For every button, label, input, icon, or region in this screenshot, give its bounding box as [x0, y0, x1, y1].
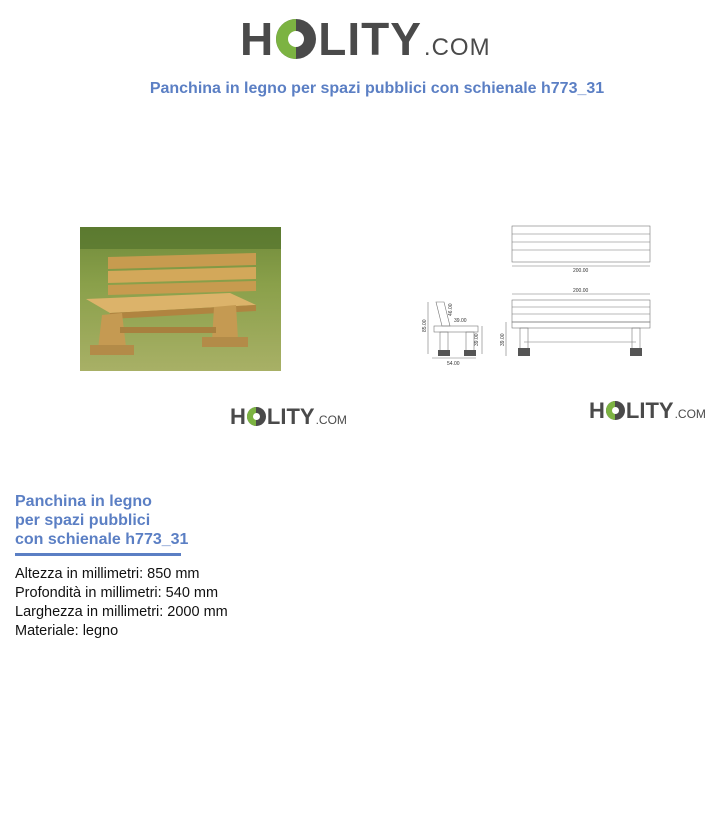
dim-side-seat: 39.00 [454, 318, 467, 324]
page-title: Panchina in legno per spazi pubblici con schienale h773_31 [149, 80, 605, 97]
dim-side-back: 46.00 [448, 303, 454, 316]
brand-logo-small [230, 404, 347, 430]
logo-o-icon [276, 19, 316, 59]
product-title-line: Panchina in legno [15, 493, 152, 510]
dim-side-width: 54.00 [447, 361, 460, 367]
dim-seat-height: 39.00 [474, 333, 480, 346]
title-underline [15, 553, 181, 556]
product-title [15, 492, 315, 549]
product-photo [80, 227, 281, 371]
spec-depth: Profondità in millimetri: 540 mm [15, 585, 219, 601]
product-specs [15, 565, 228, 641]
logo-o-icon [247, 407, 266, 426]
dim-front-height: 39.00 [500, 333, 506, 346]
spec-material: Materiale: legno [15, 623, 119, 639]
logo-letters: LITY [625, 398, 674, 423]
dim-side-height: 85.00 [422, 319, 428, 332]
product-title-line: per spazi pubblici [15, 512, 151, 529]
spec-width: Larghezza in millimetri: 2000 mm [15, 604, 228, 620]
brand-logo[interactable] [240, 12, 491, 66]
logo-letters: LITY [318, 13, 422, 65]
dim-front: 200.00 [573, 288, 589, 294]
dim-top: 200.00 [573, 268, 589, 274]
logo-com: .COM [423, 34, 491, 61]
technical-drawing [420, 222, 660, 370]
logo-o-icon [606, 401, 625, 420]
logo-letter-h: H [240, 13, 275, 65]
logo-letters: LITY [266, 404, 315, 429]
logo-com: .COM [315, 413, 347, 427]
brand-logo-small [589, 398, 706, 424]
logo-letter-h: H [230, 404, 246, 429]
product-title-line: con schienale h773_31 [15, 531, 189, 548]
spec-height: Altezza in millimetri: 850 mm [15, 566, 200, 582]
logo-letter-h: H [589, 398, 605, 423]
logo-com: .COM [674, 407, 706, 421]
